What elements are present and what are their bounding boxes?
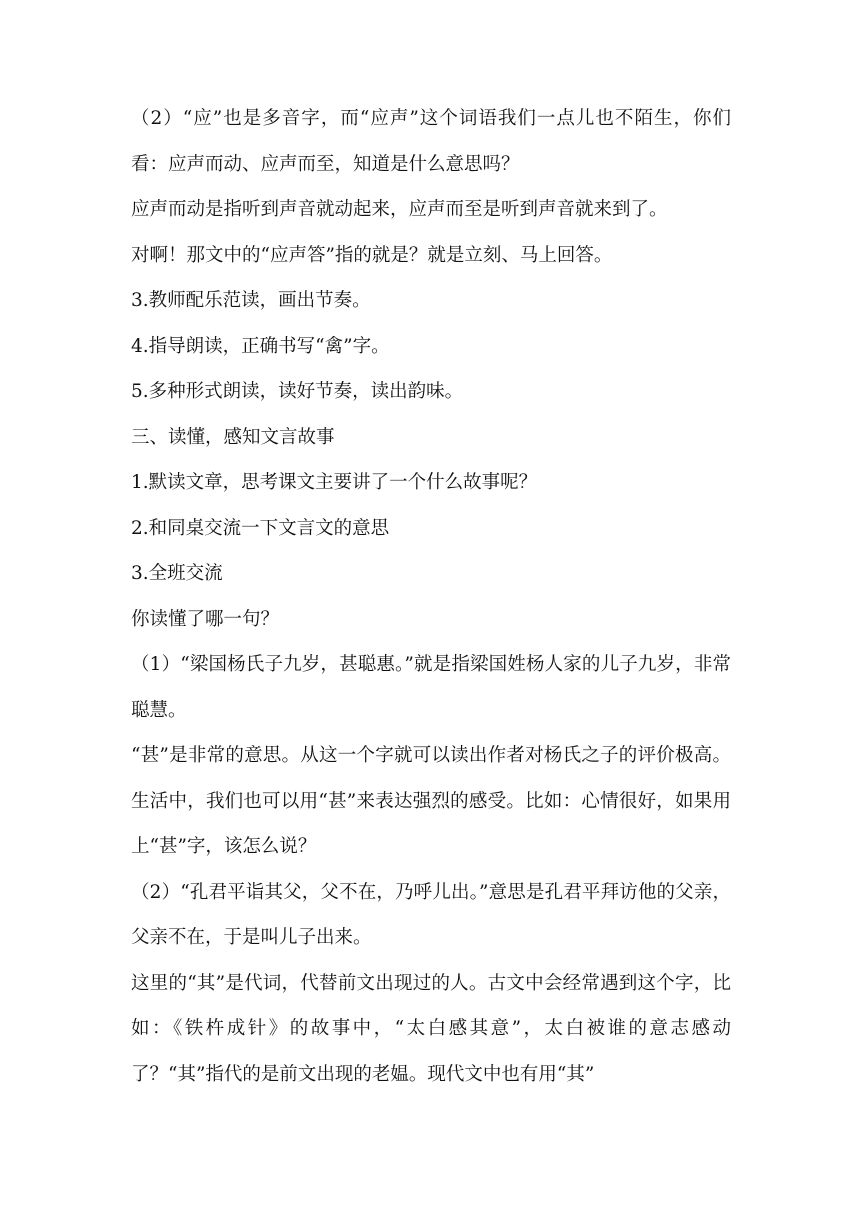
paragraph-12: （1）“梁国杨氏子九岁，甚聪惠。”就是指梁国姓杨人家的儿子九岁，非常聪慧。 <box>131 654 731 721</box>
paragraph-4: 3.教师配乐范读，画出节奏。 <box>131 290 371 311</box>
paragraph-10: 3.全班交流 <box>131 563 223 584</box>
paragraph-13: “甚”是非常的意思。从这一个字就可以读出作者对杨氏之子的评价极高。生活中，我们也可以用“甚”来表达强烈的感受。比如：心情很好，如果用上“甚”字，该怎么说？ <box>131 745 731 857</box>
section-heading: 三、读懂，感知文言故事 <box>131 426 335 448</box>
paragraph-2: 应声而动是指听到声音就动起来，应声而至是听到声音就来到了。 <box>131 199 668 220</box>
paragraph-15: 这里的“其”是代词，代替前文出现过的人。古文中会经常遇到这个字，比如：《铁杵成针》的故事中，“太白感其意”，太白被谁的意志感动了？“其”指代的是前文出现的老媪。现代文中也有用“其” <box>131 972 731 1085</box>
paragraph-3: 对啊！那文中的“应声答”指的就是？就是立刻、马上回答。 <box>131 244 613 266</box>
paragraph-9: 2.和同桌交流一下文言文的意思 <box>131 517 390 539</box>
paragraph-5: 4.指导朗读，正确书写“禽”字。 <box>131 335 390 357</box>
document-page <box>131 96 731 1097</box>
paragraph-14: （2）“孔君平诣其父，父不在，乃呼儿出。”意思是孔君平拜访他的父亲，父亲不在，于是叫儿子出来。 <box>131 881 731 948</box>
paragraph-1: （2）“应”也是多音字，而“应声”这个词语我们一点儿也不陌生，你们看：应声而动、应声而至，知道是什么意思吗？ <box>131 108 731 175</box>
paragraph-8: 1.默读文章，思考课文主要讲了一个什么故事呢？ <box>131 472 538 493</box>
paragraph-11: 你读懂了哪一句？ <box>131 608 280 630</box>
paragraph-6: 5.多种形式朗读，读好节奏，读出韵味。 <box>131 381 464 402</box>
